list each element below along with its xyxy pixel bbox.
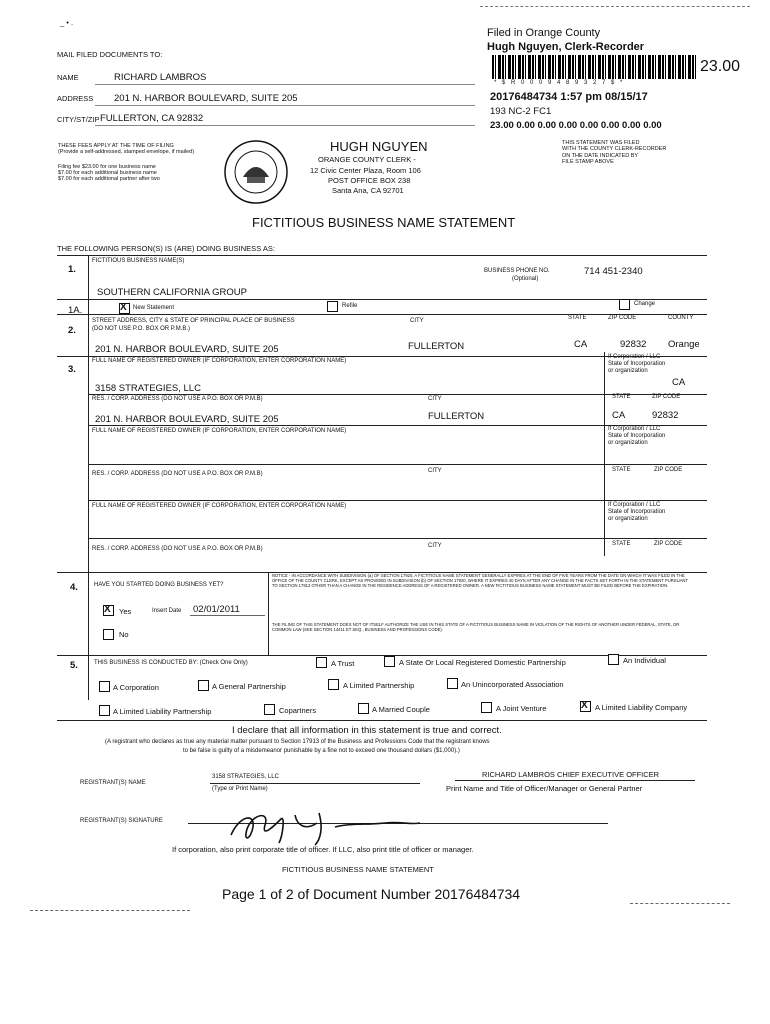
res-label-2: RES. / CORP. ADDRESS (DO NOT USE A P.O. BOX OR P.M.B) bbox=[92, 471, 263, 477]
state-header: STATE bbox=[612, 541, 631, 547]
change-label: Change bbox=[634, 301, 656, 307]
name-label: NAME bbox=[57, 73, 79, 82]
general-partnership-checkbox[interactable] bbox=[198, 680, 209, 691]
inc-label: If Corporation / LLC State of Incorporation or organization bbox=[608, 354, 666, 374]
owner1-zip: 92832 bbox=[652, 410, 679, 421]
trust-label: A Trust bbox=[331, 659, 355, 668]
domestic-partner-label: A State Or Local Registered Domestic Partnership bbox=[399, 658, 566, 667]
office-addr2: POST OFFICE BOX 238 bbox=[328, 176, 411, 185]
grid-line bbox=[88, 464, 707, 465]
llp-checkbox[interactable] bbox=[99, 705, 110, 716]
page-number-line: Page 1 of 2 of Document Number 20176484734 bbox=[222, 886, 521, 902]
refile-checkbox[interactable] bbox=[327, 301, 338, 312]
res-label: RES. / CORP. ADDRESS (DO NOT USE A P.O. BOX OR P.M.B) bbox=[92, 396, 263, 402]
rule bbox=[455, 780, 695, 781]
s4-num: 4. bbox=[70, 582, 78, 593]
owner2-label: FULL NAME OF REGISTERED OWNER (IF CORPORATION, ENTER CORPORATION NAME) bbox=[92, 428, 347, 434]
refile-label: Refile bbox=[342, 303, 358, 309]
s1-label: FICTITIOUS BUSINESS NAME(S) bbox=[92, 258, 185, 264]
registrant-label: REGISTRANT(S) NAME bbox=[80, 780, 146, 786]
fees-note: THESE FEES APPLY AT THE TIME OF FILING (Provide a self-addressed, stamped envelope, if mailed) Filing fee $23.00 for one business name $7.00 for each additional business name $7.00 for each additional partner after two bbox=[58, 143, 195, 183]
trust-checkbox[interactable] bbox=[316, 657, 327, 668]
footer-title: FICTITIOUS BUSINESS NAME STATEMENT bbox=[282, 865, 434, 874]
rule bbox=[95, 105, 475, 106]
notice-authorize: THE FILING OF THIS STATEMENT DOES NOT OF ITSELF AUTHORIZE THE USE IN THIS STATE OF A FICTITIOUS BUSINESS NAME IN VIOLATION OF THE RIGHTS OF ANOTHER UNDER FEDERAL, STATE, OR COMMON LAW (SEE SECTION 14411 ET SEQ., BUSINESS AND PROFESSIONS CODE). bbox=[272, 622, 680, 632]
s2-city: FULLERTON bbox=[408, 341, 465, 352]
barcode bbox=[492, 55, 697, 79]
phone: 714 451-2340 bbox=[584, 266, 643, 277]
city-label: CITY/ST/ZIP bbox=[57, 115, 100, 124]
declaration-sub1: (A registrant who declares as true any material matter pursuant to Section 17913 of the Business and Professions Code that the registrant knows bbox=[105, 739, 490, 745]
following-text: THE FOLLOWING PERSON(S) IS (ARE) DOING BUSINESS AS: bbox=[57, 244, 275, 253]
top-dash bbox=[480, 6, 750, 7]
domestic-partner-checkbox[interactable] bbox=[384, 656, 395, 667]
state-header: STATE bbox=[568, 315, 587, 321]
llc-checkbox[interactable] bbox=[580, 701, 591, 712]
scan-mark bbox=[630, 903, 730, 904]
copartners-checkbox[interactable] bbox=[264, 704, 275, 715]
unincorporated-checkbox[interactable] bbox=[447, 678, 458, 689]
fee-amounts: 23.00 0.00 0.00 0.00 0.00 0.00 0.00 0.00 bbox=[490, 120, 662, 131]
s2-num: 2. bbox=[68, 325, 76, 336]
res-label-3: RES. / CORP. ADDRESS (DO NOT USE A P.O. BOX OR P.M.B) bbox=[92, 546, 263, 552]
grid-line bbox=[88, 538, 707, 539]
grid-line bbox=[88, 500, 707, 501]
city-header: CITY bbox=[410, 318, 424, 324]
officer-label: Print Name and Title of Officer/Manager or General Partner bbox=[446, 784, 643, 793]
registrant-name: 3158 STRATEGIES, LLC bbox=[212, 774, 279, 780]
inc-label-2: If Corporation / LLC State of Incorporation or organization bbox=[608, 426, 666, 446]
state-header: STATE bbox=[612, 467, 631, 473]
notice-expiry: NOTICE - IN ACCORDANCE WITH SUBDIVISION (a) OF SECTION 17920, A FICTITIOUS NAME STATEMENT GENERALLY EXPIRES AT THE END OF FIVE YEARS FROM THE DATE ON WHICH IT WAS FILED IN THE OFFICE OF THE COUNTY CLERK, EXCEPT AS PROVIDED IN SUBDIVISION (b) OF SECTION 17920, WHERE IT EXPIRES 40 DAYS AFTER ANY CHANGE IN THE FACTS SET FORTH IN THE STATEMENT PURSUANT TO SECTION 17913 OTHER THAN A CHANGE IN THE RESIDENCE ADDRESS OF A REGISTERED OWNER. A NEW FICTITIOUS BUSINESS NAME STATEMENT MUST BE FILED BEFORE THE EXPIRATION. bbox=[272, 573, 688, 588]
county-header: COUNTY bbox=[668, 315, 694, 321]
s1a-num: 1A. bbox=[68, 305, 83, 316]
zip-header: ZIP CODE bbox=[654, 467, 683, 473]
owner1-street: 201 N. HARBOR BOULEVARD, SUITE 205 bbox=[95, 414, 279, 425]
new-statement-label: New Statement bbox=[133, 305, 175, 311]
document-line: 20176484734 1:57 pm 08/15/17 bbox=[490, 91, 648, 103]
state-header: STATE bbox=[612, 394, 631, 400]
yes-label: Yes bbox=[119, 607, 132, 616]
barcode-digits: * $ R 0 0 0 9 4 8 9 3 2 7 $ * bbox=[494, 80, 625, 86]
corp-note: If corporation, also print corporate title of officer. If LLC, also print title of officer or manager. bbox=[172, 845, 474, 854]
corporation-checkbox[interactable] bbox=[99, 681, 110, 692]
clerk-recorder: Hugh Nguyen, Clerk-Recorder bbox=[487, 41, 645, 53]
s2-street: 201 N. HARBOR BOULEVARD, SUITE 205 bbox=[95, 344, 279, 355]
general-partnership-label: A General Partnership bbox=[212, 682, 286, 691]
code-line: 193 NC-2 FC1 bbox=[490, 106, 552, 117]
llp-label: A Limited Liability Partnership bbox=[113, 707, 212, 716]
s2-label2: (DO NOT USE P.O. BOX OR P.M.B.) bbox=[92, 326, 191, 332]
rule bbox=[95, 125, 475, 126]
business-name: SOUTHERN CALIFORNIA GROUP bbox=[97, 287, 247, 298]
zip-header: ZIP CODE bbox=[608, 315, 637, 321]
declaration: I declare that all information in this statement is true and correct. bbox=[232, 725, 502, 736]
scan-mark bbox=[30, 910, 190, 911]
s4-question: HAVE YOU STARTED DOING BUSINESS YET? bbox=[94, 582, 224, 588]
mail-address: 201 N. HARBOR BOULEVARD, SUITE 205 bbox=[114, 93, 298, 104]
s1-num: 1. bbox=[68, 264, 76, 275]
start-date: 02/01/2011 bbox=[193, 604, 240, 615]
address-label: ADDRESS bbox=[57, 94, 94, 103]
phone-optional: (Optional) bbox=[512, 276, 539, 282]
married-couple-checkbox[interactable] bbox=[358, 703, 369, 714]
mail-title: MAIL FILED DOCUMENTS TO: bbox=[57, 50, 163, 59]
grid-line bbox=[57, 720, 707, 721]
county-seal bbox=[223, 139, 289, 205]
mail-city: FULLERTON, CA 92832 bbox=[100, 113, 204, 124]
limited-partnership-label: A Limited Partnership bbox=[343, 681, 415, 690]
mail-name: RICHARD LAMBROS bbox=[114, 72, 207, 83]
llc-label: A Limited Liability Company bbox=[595, 703, 688, 712]
married-couple-label: A Married Couple bbox=[372, 705, 430, 714]
new-statement-checkbox[interactable] bbox=[119, 303, 130, 314]
stamp-note: THIS STATEMENT WAS FILED WITH THE COUNTY CLERK-RECORDER ON THE DATE INDICATED BY FILE STAMP ABOVE bbox=[562, 140, 667, 165]
individual-label: An Individual bbox=[623, 656, 666, 665]
city-header: CITY bbox=[428, 396, 442, 402]
s5-num: 5. bbox=[70, 660, 78, 671]
zip-header: ZIP CODE bbox=[652, 394, 681, 400]
joint-venture-label: A Joint Venture bbox=[496, 704, 547, 713]
unincorporated-label: An Unincorporated Association bbox=[461, 680, 564, 689]
no-checkbox[interactable] bbox=[103, 629, 114, 640]
yes-checkbox[interactable] bbox=[103, 605, 114, 616]
city-header: CITY bbox=[428, 468, 442, 474]
grid-line bbox=[57, 255, 707, 256]
office-addr1: 12 Civic Center Plaza, Room 106 bbox=[310, 166, 421, 175]
s3-num: 3. bbox=[68, 364, 76, 375]
owner1-state-inc: CA bbox=[672, 377, 686, 388]
office-title: ORANGE COUNTY CLERK - bbox=[318, 155, 416, 164]
city-header: CITY bbox=[428, 543, 442, 549]
owner1-name: 3158 STRATEGIES, LLC bbox=[95, 383, 201, 394]
grid-line bbox=[57, 299, 707, 300]
joint-venture-checkbox[interactable] bbox=[481, 702, 492, 713]
zip-header: ZIP CODE bbox=[654, 541, 683, 547]
copartners-label: Copartners bbox=[279, 706, 317, 715]
owner3-label: FULL NAME OF REGISTERED OWNER (IF CORPORATION, ENTER CORPORATION NAME) bbox=[92, 503, 347, 509]
inc-label-3: If Corporation / LLC State of Incorporation or organization bbox=[608, 502, 666, 522]
phone-label: BUSINESS PHONE NO. bbox=[484, 268, 550, 274]
form-title: FICTITIOUS BUSINESS NAME STATEMENT bbox=[252, 215, 516, 230]
owner-label: FULL NAME OF REGISTERED OWNER (IF CORPORATION, ENTER CORPORATION NAME) bbox=[92, 358, 347, 364]
change-checkbox[interactable] bbox=[619, 299, 630, 310]
no-label: No bbox=[119, 630, 129, 639]
s2-zip: 92832 bbox=[620, 339, 647, 350]
owner1-state: CA bbox=[612, 410, 626, 421]
filed-in: Filed in Orange County bbox=[487, 27, 601, 39]
s5-label: THIS BUSINESS IS CONDUCTED BY: (Check One Only) bbox=[94, 660, 248, 666]
owner1-city: FULLERTON bbox=[428, 411, 485, 422]
grid-line bbox=[604, 352, 605, 556]
office-addr3: Santa Ana, CA 92701 bbox=[332, 186, 404, 195]
signature bbox=[225, 805, 425, 849]
officer: RICHARD LAMBROS CHIEF EXECUTIVE OFFICER bbox=[482, 770, 660, 779]
rule bbox=[190, 615, 265, 616]
s2-label1: STREET ADDRESS, CITY & STATE OF PRINCIPAL PLACE OF BUSINESS bbox=[92, 318, 295, 324]
grid-line bbox=[268, 572, 269, 655]
rule bbox=[210, 783, 420, 784]
scan-mark: _ • . bbox=[60, 18, 74, 27]
declaration-sub2: to be false is guilty of a misdemeanor punishable by a fine not to exceed one thousand dollars ($1,000).) bbox=[183, 748, 460, 754]
fee-amount: 23.00 bbox=[700, 58, 741, 75]
insert-date-label: Insert Date bbox=[152, 608, 182, 614]
s2-state: CA bbox=[574, 339, 588, 350]
s2-county: Orange bbox=[668, 339, 700, 350]
limited-partnership-checkbox[interactable] bbox=[328, 679, 339, 690]
office-name: HUGH NGUYEN bbox=[330, 139, 428, 154]
individual-checkbox[interactable] bbox=[608, 654, 619, 665]
corporation-label: A Corporation bbox=[113, 683, 159, 692]
signature-label: REGISTRANT(S) SIGNATURE bbox=[80, 818, 163, 824]
grid-line bbox=[88, 255, 89, 700]
type-print-label: (Type or Print Name) bbox=[212, 786, 268, 792]
rule bbox=[95, 84, 475, 85]
